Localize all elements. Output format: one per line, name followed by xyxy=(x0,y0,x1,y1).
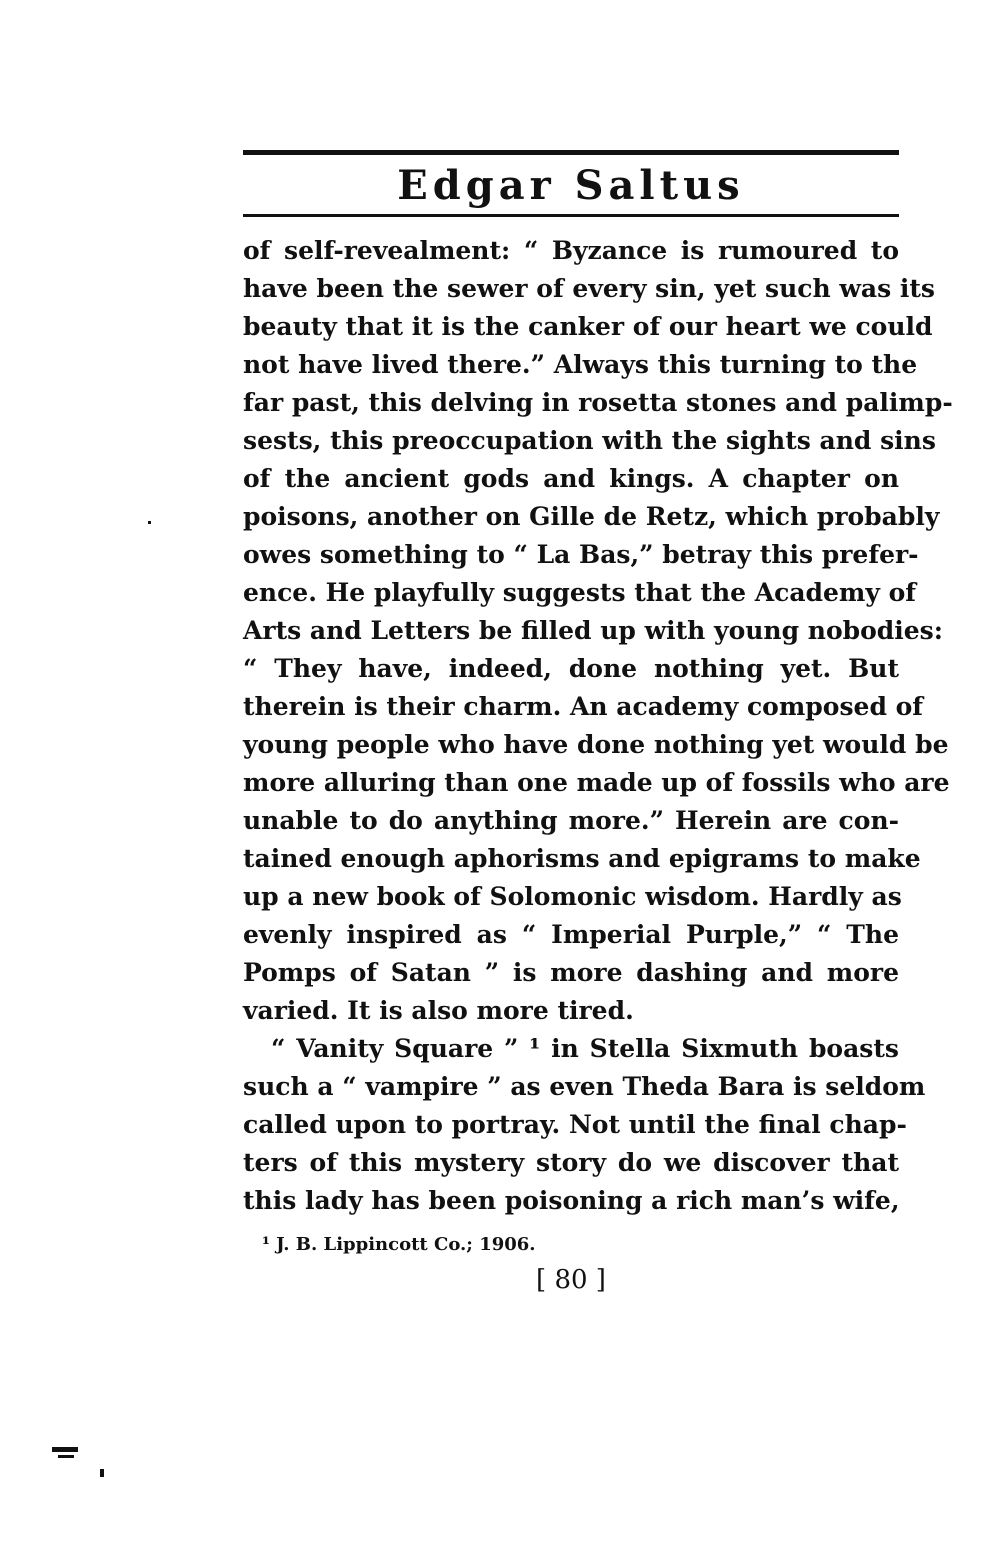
text-line: ters of this mystery story do we discover that xyxy=(243,1148,899,1177)
text-line: such a “ vampire ” as even Theda Bara is seldom xyxy=(243,1072,926,1101)
header-rule-top xyxy=(243,150,899,155)
scan-speck xyxy=(100,1469,104,1477)
text-line: beauty that it is the canker of our heart we could xyxy=(243,312,933,341)
text-line: called upon to portray. Not until the final chap- xyxy=(243,1110,907,1139)
text-line: far past, this delving in rosetta stones and palimp- xyxy=(243,388,953,417)
scan-speck xyxy=(148,521,151,524)
text-line: more alluring than one made up of fossils who are xyxy=(243,768,950,797)
footnote: ¹ J. B. Lippincott Co.; 1906. xyxy=(262,1234,536,1255)
text-line: sests, this preoccupation with the sights and sins xyxy=(243,426,936,455)
text-line: tained enough aphorisms and epigrams to make xyxy=(243,844,921,873)
text-line: up a new book of Solomonic wisdom. Hardly as xyxy=(243,882,902,911)
text-line: of self-revealment: “ Byzance is rumoured to xyxy=(243,236,899,265)
text-line: “ They have, indeed, done nothing yet. But xyxy=(243,654,899,683)
text-line: Pomps of Satan ” is more dashing and more xyxy=(243,958,899,987)
text-line: “ Vanity Square ” ¹ in Stella Sixmuth boasts xyxy=(271,1034,899,1063)
text-line: varied. It is also more tired. xyxy=(243,996,634,1025)
text-line: not have lived there.” Always this turning to the xyxy=(243,350,918,379)
text-line: ence. He playfully suggests that the Academy of xyxy=(243,578,917,607)
text-line: therein is their charm. An academy composed of xyxy=(243,692,924,721)
text-line: owes something to “ La Bas,” betray this prefer- xyxy=(243,540,919,569)
running-header: Edgar Saltus xyxy=(397,162,745,209)
body-text xyxy=(243,232,953,1220)
text-line: of the ancient gods and kings. A chapter on xyxy=(243,464,899,493)
header-rule-bottom xyxy=(243,214,899,217)
text-line: this lady has been poisoning a rich man’s wife, xyxy=(243,1186,900,1215)
text-line: Arts and Letters be filled up with young nobodies: xyxy=(243,616,943,645)
text-line: unable to do anything more.” Herein are con- xyxy=(243,806,899,835)
text-line: have been the sewer of every sin, yet such was its xyxy=(243,274,935,303)
page-number: [ 80 ] xyxy=(536,1265,606,1295)
text-line: young people who have done nothing yet would be xyxy=(243,730,949,759)
scan-speck xyxy=(52,1447,78,1452)
scan-speck xyxy=(58,1455,74,1458)
text-line: poisons, another on Gille de Retz, which probably xyxy=(243,502,940,531)
text-line: evenly inspired as “ Imperial Purple,” “ The xyxy=(243,920,899,949)
